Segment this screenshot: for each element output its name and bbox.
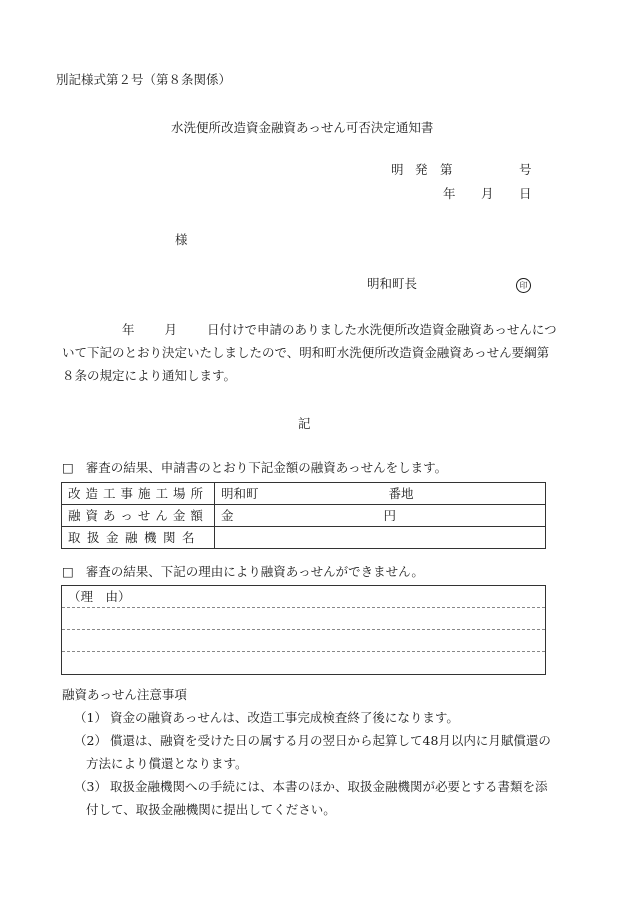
date-year: 年 bbox=[443, 186, 456, 201]
addressee-suffix: 様 bbox=[175, 232, 188, 247]
reason-line bbox=[62, 608, 545, 630]
loan-info-table bbox=[61, 482, 546, 549]
body-line-2: いて下記のとおり決定いたしましたので、明和町水洗便所改造資金融資あっせん要綱第 bbox=[62, 345, 550, 360]
reason-line bbox=[62, 652, 545, 674]
date-month: 月 bbox=[481, 186, 494, 201]
reason-box bbox=[61, 585, 546, 675]
form-number: 別記様式第２号（第８条関係） bbox=[56, 72, 232, 87]
approve-checkbox[interactable]: □ bbox=[62, 460, 74, 475]
table-label-bank: 取扱金融機関名 bbox=[62, 527, 215, 549]
deny-line bbox=[62, 564, 424, 580]
deny-text: 審査の結果、下記の理由により融資あっせんができません。 bbox=[85, 564, 424, 579]
doc-number-prefix: 明 bbox=[391, 162, 404, 177]
table-label-location: 改造工事施工場所 bbox=[62, 483, 215, 505]
body-month: 月 bbox=[164, 322, 178, 337]
issuer-name: 明和町長 bbox=[367, 276, 418, 291]
notes-title: 融資あっせん注意事項 bbox=[62, 687, 187, 702]
note-item: （3） 取扱金融機関への手続には、本書のほか、取扱金融機関が必要とする書類を添 付して、取扱金融機関に提出してください。 bbox=[74, 779, 548, 817]
approve-text: 審査の結果、申請書のとおり下記金額の融資あっせんをします。 bbox=[85, 460, 448, 475]
ki-heading: 記 bbox=[298, 416, 311, 431]
document-title: 水洗便所改造資金融資あっせん可否決定通知書 bbox=[171, 120, 434, 135]
body-line-3: ８条の規定により通知します。 bbox=[62, 368, 237, 383]
table-label-amount: 融資あっせん金額 bbox=[62, 505, 215, 527]
note-item: （1） 資金の融資あっせんは、改造工事完成検査終了後になります。 bbox=[74, 710, 459, 725]
doc-number-dai: 第 bbox=[440, 162, 453, 177]
body-paragraph bbox=[62, 318, 562, 387]
table-row bbox=[62, 505, 546, 527]
seal-mark: 印 bbox=[516, 278, 531, 293]
reason-line bbox=[62, 630, 545, 652]
body-line-1: 日付けで申請のありました水洗便所改造資金融資あっせんにつ bbox=[207, 322, 557, 337]
approve-line bbox=[62, 460, 447, 476]
doc-number-mid: 発 bbox=[415, 162, 428, 177]
table-value-amount: 金 円 bbox=[215, 505, 546, 527]
doc-number-go: 号 bbox=[519, 162, 532, 177]
table-row bbox=[62, 527, 546, 549]
table-value-bank bbox=[215, 527, 546, 549]
note-item: （2） 償還は、融資を受けた日の属する月の翌日から起算して48月以内に月賦償還の 方法により償還となります。 bbox=[74, 733, 551, 771]
notes-section bbox=[62, 683, 562, 821]
date-day: 日 bbox=[519, 186, 532, 201]
deny-checkbox[interactable]: □ bbox=[62, 564, 74, 579]
table-row bbox=[62, 483, 546, 505]
body-year: 年 bbox=[122, 322, 135, 337]
reason-label: （理 由） bbox=[62, 586, 545, 608]
table-value-location: 明和町 番地 bbox=[215, 483, 546, 505]
